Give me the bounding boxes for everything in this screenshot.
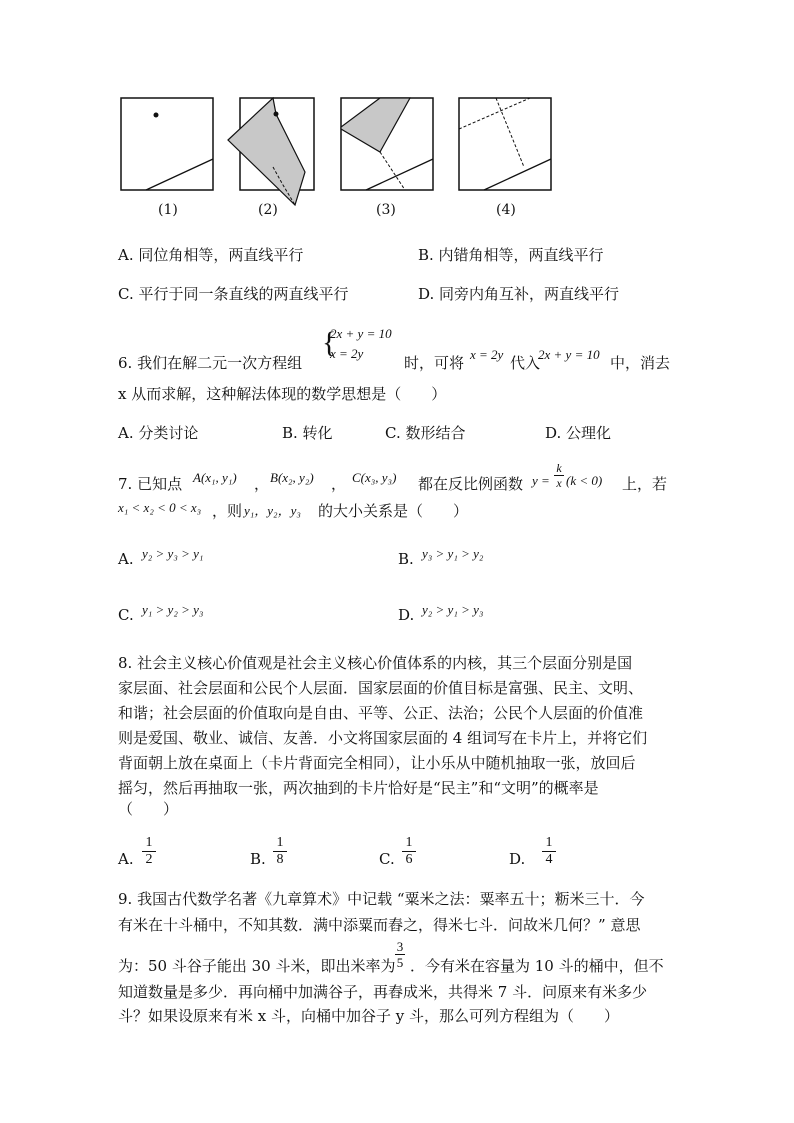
q9-line3-b: ．今有米在容量为 10 斗的桶中，但不 xyxy=(410,957,664,975)
q7-stem-part2: 都在反比例函数 xyxy=(418,475,524,493)
q6-equation: 2x + y = 10 xyxy=(538,347,600,362)
q8-option-d-label: D. xyxy=(509,850,526,868)
q7-option-c-expr: y₁ > y₂ > y₃ xyxy=(142,602,204,617)
q7-func-num: k xyxy=(556,461,562,475)
q9-line5: 斗？如果设原来有米 x 斗，向桶中加谷子 y 斗，那么可列方程组为（ ） xyxy=(118,1007,620,1025)
q6-system-line1: 2x + y = 10 xyxy=(330,326,392,341)
q5-option-b: B. 内错角相等，两直线平行 xyxy=(418,246,604,264)
q8-option-c-label: C. xyxy=(379,850,395,868)
q7-point-b: B(x₂, y₂) xyxy=(270,470,314,485)
q7-comma-1: ， xyxy=(254,475,270,493)
q8-option-a-label: A. xyxy=(118,850,134,868)
q8-line: 则是爱国、敬业、诚信、友善．小文将国家层面的 4 组词写在卡片上，并将它们 xyxy=(118,729,648,747)
q5-option-a: A. 同位角相等，两直线平行 xyxy=(118,246,304,264)
q6-option-c: C. 数形结合 xyxy=(385,424,466,442)
q8-line: 和谐；社会层面的价值取向是自由、平等、公正、法治；公民个人层面的价值准 xyxy=(118,704,644,722)
q6-stem-line2: x 从而求解，这种解法体现的数学思想是（ ） xyxy=(118,385,447,403)
figure-caption-4: (4) xyxy=(496,202,516,218)
q8-line: 8. 社会主义核心价值观是社会主义核心价值体系的内核，其三个层面分别是国 xyxy=(118,654,633,672)
q6-system-line2: x = 2y xyxy=(330,346,364,361)
q8-option-b-frac: 1 8 xyxy=(273,836,287,867)
q7-stem-part1: 7. 已知点 xyxy=(118,475,183,493)
q7-point-c: C(x₃, y₃) xyxy=(352,470,397,485)
q7-func-left: y = xyxy=(532,473,550,488)
q7-option-d-expr: y₂ > y₁ > y₃ xyxy=(422,602,484,617)
q7-option-b-expr: y₃ > y₁ > y₂ xyxy=(422,546,484,561)
figure-3 xyxy=(340,97,435,192)
figure-4 xyxy=(458,97,553,192)
q7-option-d-label: D. xyxy=(398,606,415,624)
q9-line1: 9. 我国古代数学名著《九章算术》中记载 “粟米之法：粟率五十；粝米三十．今 xyxy=(118,890,645,908)
q7-option-a-expr: y₂ > y₃ > y₁ xyxy=(142,546,204,561)
q7-condition: x₁ < x₂ < 0 < x₃ xyxy=(118,500,202,515)
q9-line4: 知道数量是多少．再向桶中加满谷子，再舂成米，共得米 7 斗．问原来有米多少 xyxy=(118,983,648,1001)
figure-caption-2: (2) xyxy=(258,202,278,218)
q6-stem-part4: 中，消去 xyxy=(610,354,671,372)
q7-option-b-label: B. xyxy=(398,550,414,568)
q6-substitution: x = 2y xyxy=(470,347,504,362)
q6-option-a: A. 分类讨论 xyxy=(118,424,199,442)
q7-stem-part3: 上，若 xyxy=(622,475,668,493)
q8-line: （ ） xyxy=(118,800,179,818)
q8-line: 摇匀，然后再抽取一张，两次抽到的卡片恰好是“民主”和“文明”的概率是 xyxy=(118,779,599,797)
q5-option-d: D. 同旁内角互补，两直线平行 xyxy=(418,285,620,303)
q7-point-a: A(x₁, y₁) xyxy=(193,470,237,485)
q6-option-d: D. 公理化 xyxy=(545,424,612,442)
q8-option-c-frac: 1 6 xyxy=(402,836,416,867)
q8-line: 家层面、社会层面和公民个人层面．国家层面的价值目标是富强、民主、文明、 xyxy=(118,679,644,697)
figure-1 xyxy=(120,97,215,192)
q9-rate-fraction: 3 5 xyxy=(396,939,404,970)
figure-caption-1: (1) xyxy=(158,202,178,218)
q6-stem-part3: 代入 xyxy=(510,354,541,372)
q8-option-a-frac: 1 2 xyxy=(142,836,156,867)
q6-system-brace: { xyxy=(322,326,337,359)
q7-comma-2: ， xyxy=(331,475,347,493)
q7-option-c-label: C. xyxy=(118,606,134,624)
q7-stem-end: 的大小关系是（ ） xyxy=(318,502,469,520)
q8-line: 背面朝上放在桌面上（卡片背面完全相同），让小乐从中随机抽取一张，放回后 xyxy=(118,754,636,772)
q7-func-den: x xyxy=(556,476,562,490)
q7-func-fraction xyxy=(554,462,564,489)
q5-option-c: C. 平行于同一条直线的两直线平行 xyxy=(118,285,349,303)
figure-caption-3: (3) xyxy=(376,202,396,218)
q9-line3-a: 为：50 斗谷子能出 30 斗米，即出米率为 xyxy=(118,957,396,975)
q7-vars: y₁，y₂，y₃ xyxy=(244,503,301,518)
q7-stem-then: ，则 xyxy=(212,502,243,520)
figure-2 xyxy=(225,97,315,207)
q8-option-b-label: B. xyxy=(250,850,266,868)
q8-option-d-frac: 1 4 xyxy=(542,836,556,867)
q6-stem-part1: 6. 我们在解二元一次方程组 xyxy=(118,354,303,372)
q7-func-cond: (k < 0) xyxy=(566,473,603,488)
q6-option-b: B. 转化 xyxy=(282,424,333,442)
q7-option-a-label: A. xyxy=(118,550,134,568)
q6-stem-part2: 时，可将 xyxy=(404,354,465,372)
q9-line2: 有米在十斗桶中，不知其数．满中添粟而舂之，得米七斗．问故米几何？” 意思 xyxy=(118,916,641,934)
